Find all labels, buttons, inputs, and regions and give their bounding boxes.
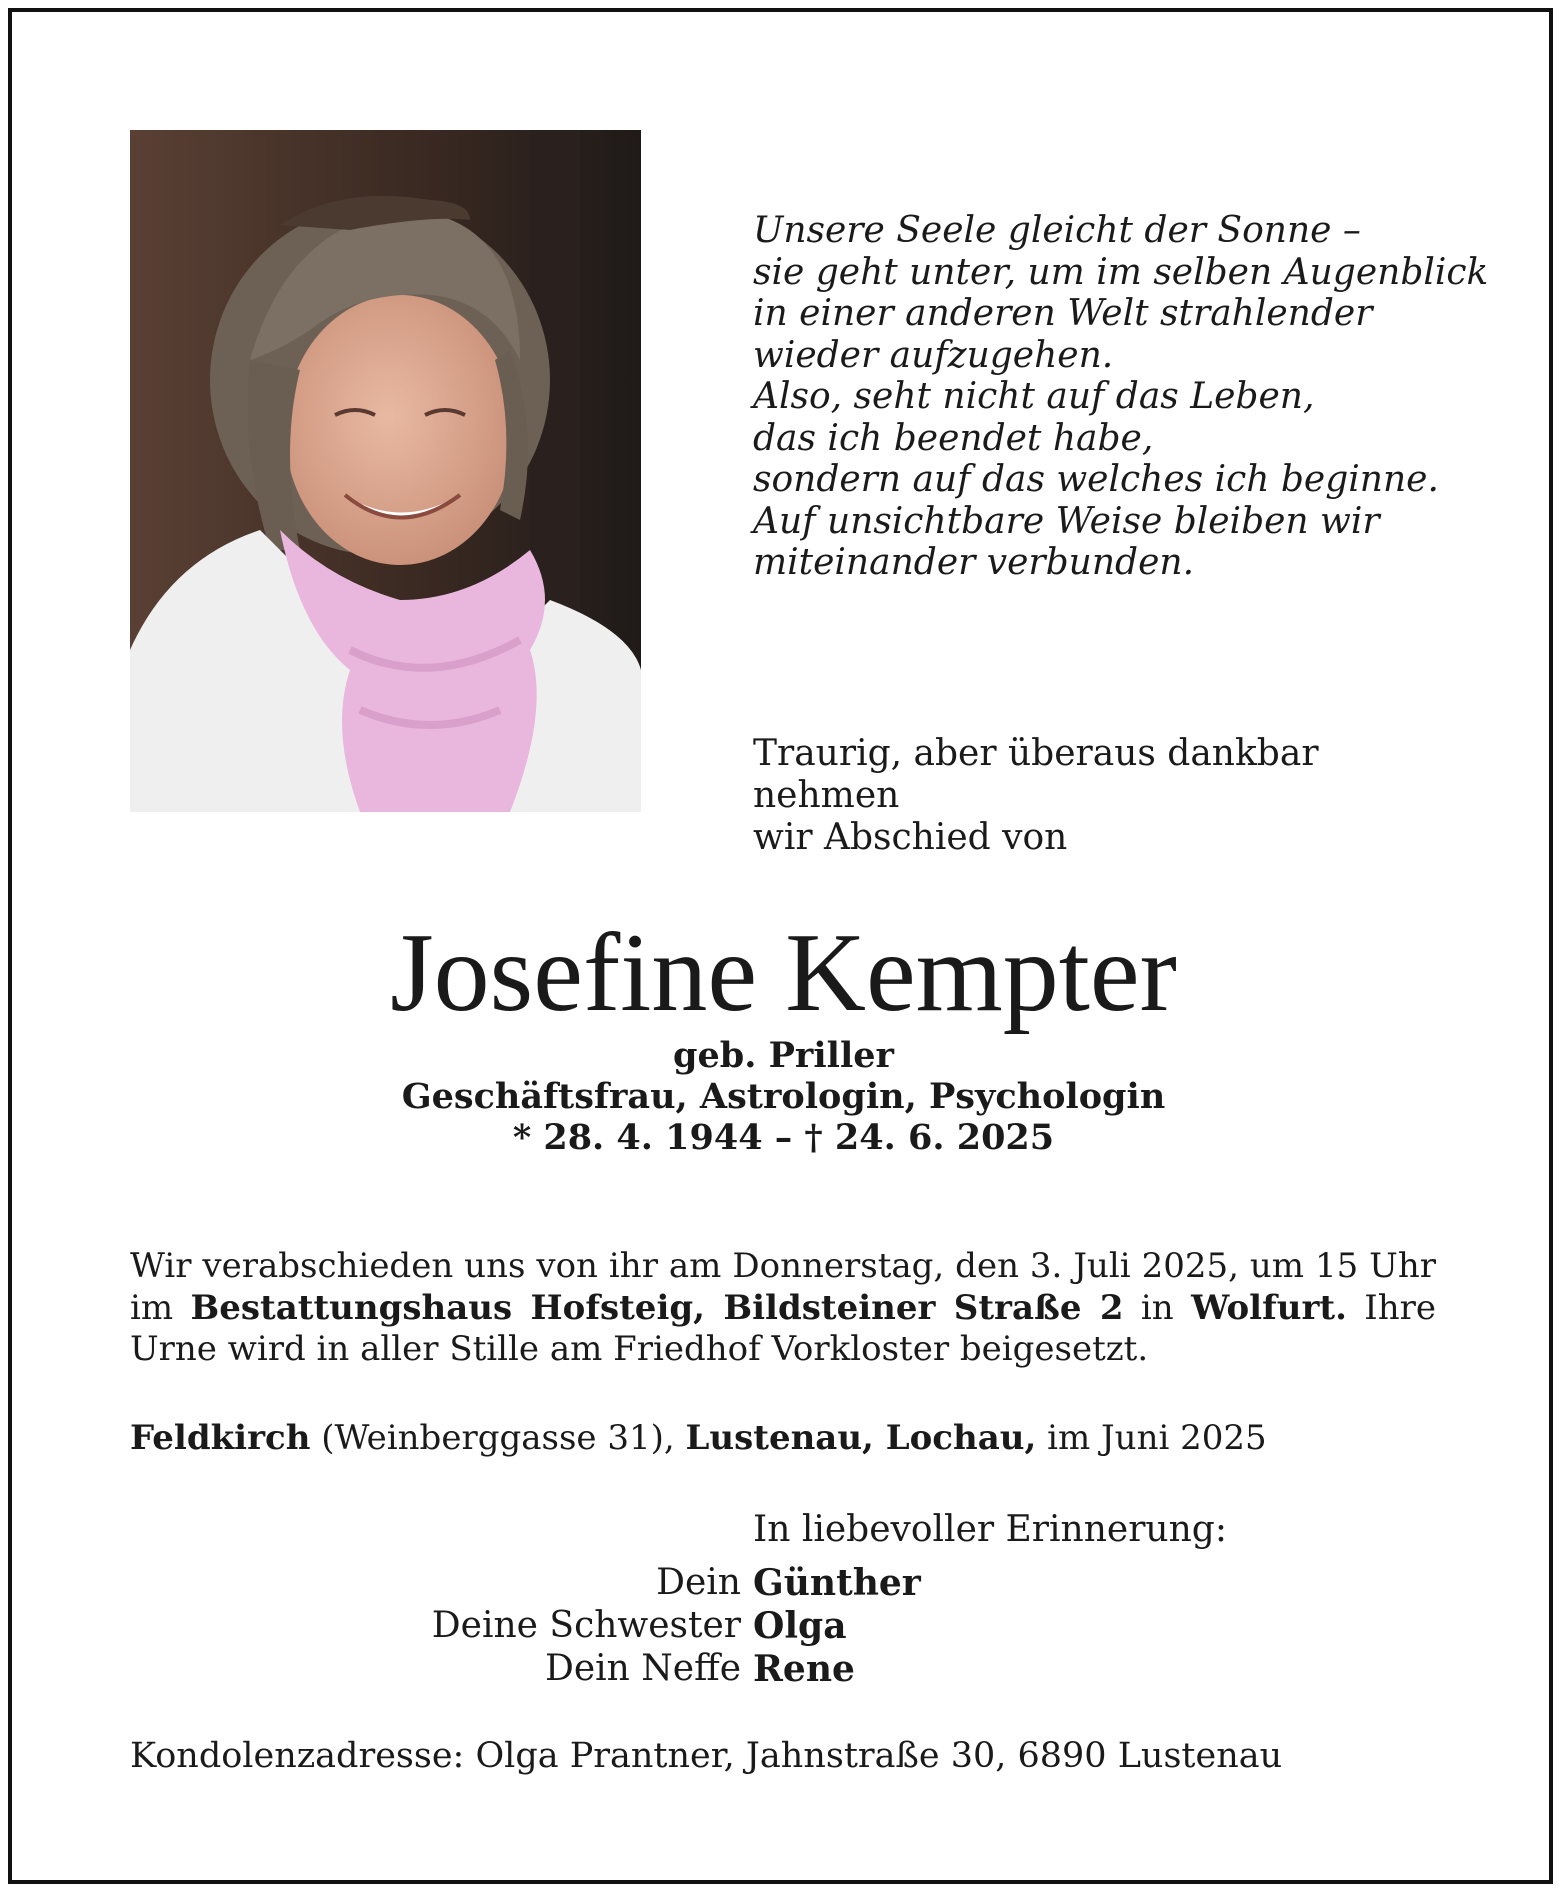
location-town-1: Feldkirch	[130, 1418, 311, 1458]
mourner-relation: Deine Schwester	[431, 1605, 741, 1646]
poem-line: wieder aufzugehen.	[753, 334, 1114, 376]
poem-line: Auf unsichtbare Weise bleiben wir	[753, 500, 1380, 542]
poem-line: sondern auf das welches ich beginne.	[753, 459, 1439, 500]
ceremony-text-2: in	[1123, 1287, 1192, 1328]
condolence-address: Kondolenzadresse: Olga Prantner, Jahnstraße 30, 6890 Lustenau	[130, 1736, 1283, 1776]
poem-line: miteinander verbunden.	[753, 542, 1195, 583]
location-line	[130, 1418, 1436, 1460]
mourner-name: Olga	[753, 1605, 847, 1647]
ceremony-text-1: Wir verabschieden uns von ihr am Donnerstag, den 3. Juli 2025, um 15 Uhr im	[130, 1246, 1436, 1328]
birth-name: geb. Priller	[673, 1035, 894, 1076]
professions: Geschäftsfrau, Astrologin, Psychologin	[401, 1076, 1166, 1117]
poem-line: Unsere Seele gleicht der Sonne –	[753, 210, 1361, 251]
mourner-relation: Dein Neffe	[545, 1648, 741, 1689]
memory-heading: In liebevoller Erinnerung:	[753, 1509, 1227, 1550]
poem-line: sie geht unter, um im selben Augenblick	[753, 251, 1489, 293]
intro-line-1: Traurig, aber überaus dankbar nehmen	[753, 733, 1319, 816]
intro-line-2: wir Abschied von	[753, 817, 1068, 858]
portrait-photo	[130, 130, 641, 812]
ceremony-venue: Bestattungshaus Hofsteig, Bildsteiner Straße 2	[190, 1287, 1124, 1328]
location-towns: Lustenau, Lochau,	[685, 1418, 1037, 1458]
location-address: (Weinberggasse 31),	[310, 1418, 686, 1458]
ceremony-text-3: Ihre Urne wird in aller Stille am Friedhof Vorkloster beigesetzt.	[130, 1287, 1436, 1369]
life-dates: * 28. 4. 1944 – † 24. 6. 2025	[512, 1117, 1055, 1158]
farewell-intro	[753, 733, 1473, 859]
poem-line: Also, seht nicht auf das Leben,	[753, 376, 1315, 417]
poem	[753, 210, 1489, 584]
poem-line: in einer anderen Welt strahlender	[753, 293, 1373, 334]
deceased-name: Josefine Kempter	[390, 911, 1177, 1035]
mourner-name: Günther	[753, 1562, 921, 1604]
mourner-relation: Dein	[656, 1562, 741, 1603]
mourner-name: Rene	[753, 1648, 855, 1690]
ceremony-text	[130, 1246, 1436, 1371]
poem-line: das ich beendet habe,	[753, 417, 1154, 459]
location-date: im Juni 2025	[1036, 1418, 1267, 1458]
ceremony-town: Wolfurt.	[1191, 1287, 1347, 1328]
